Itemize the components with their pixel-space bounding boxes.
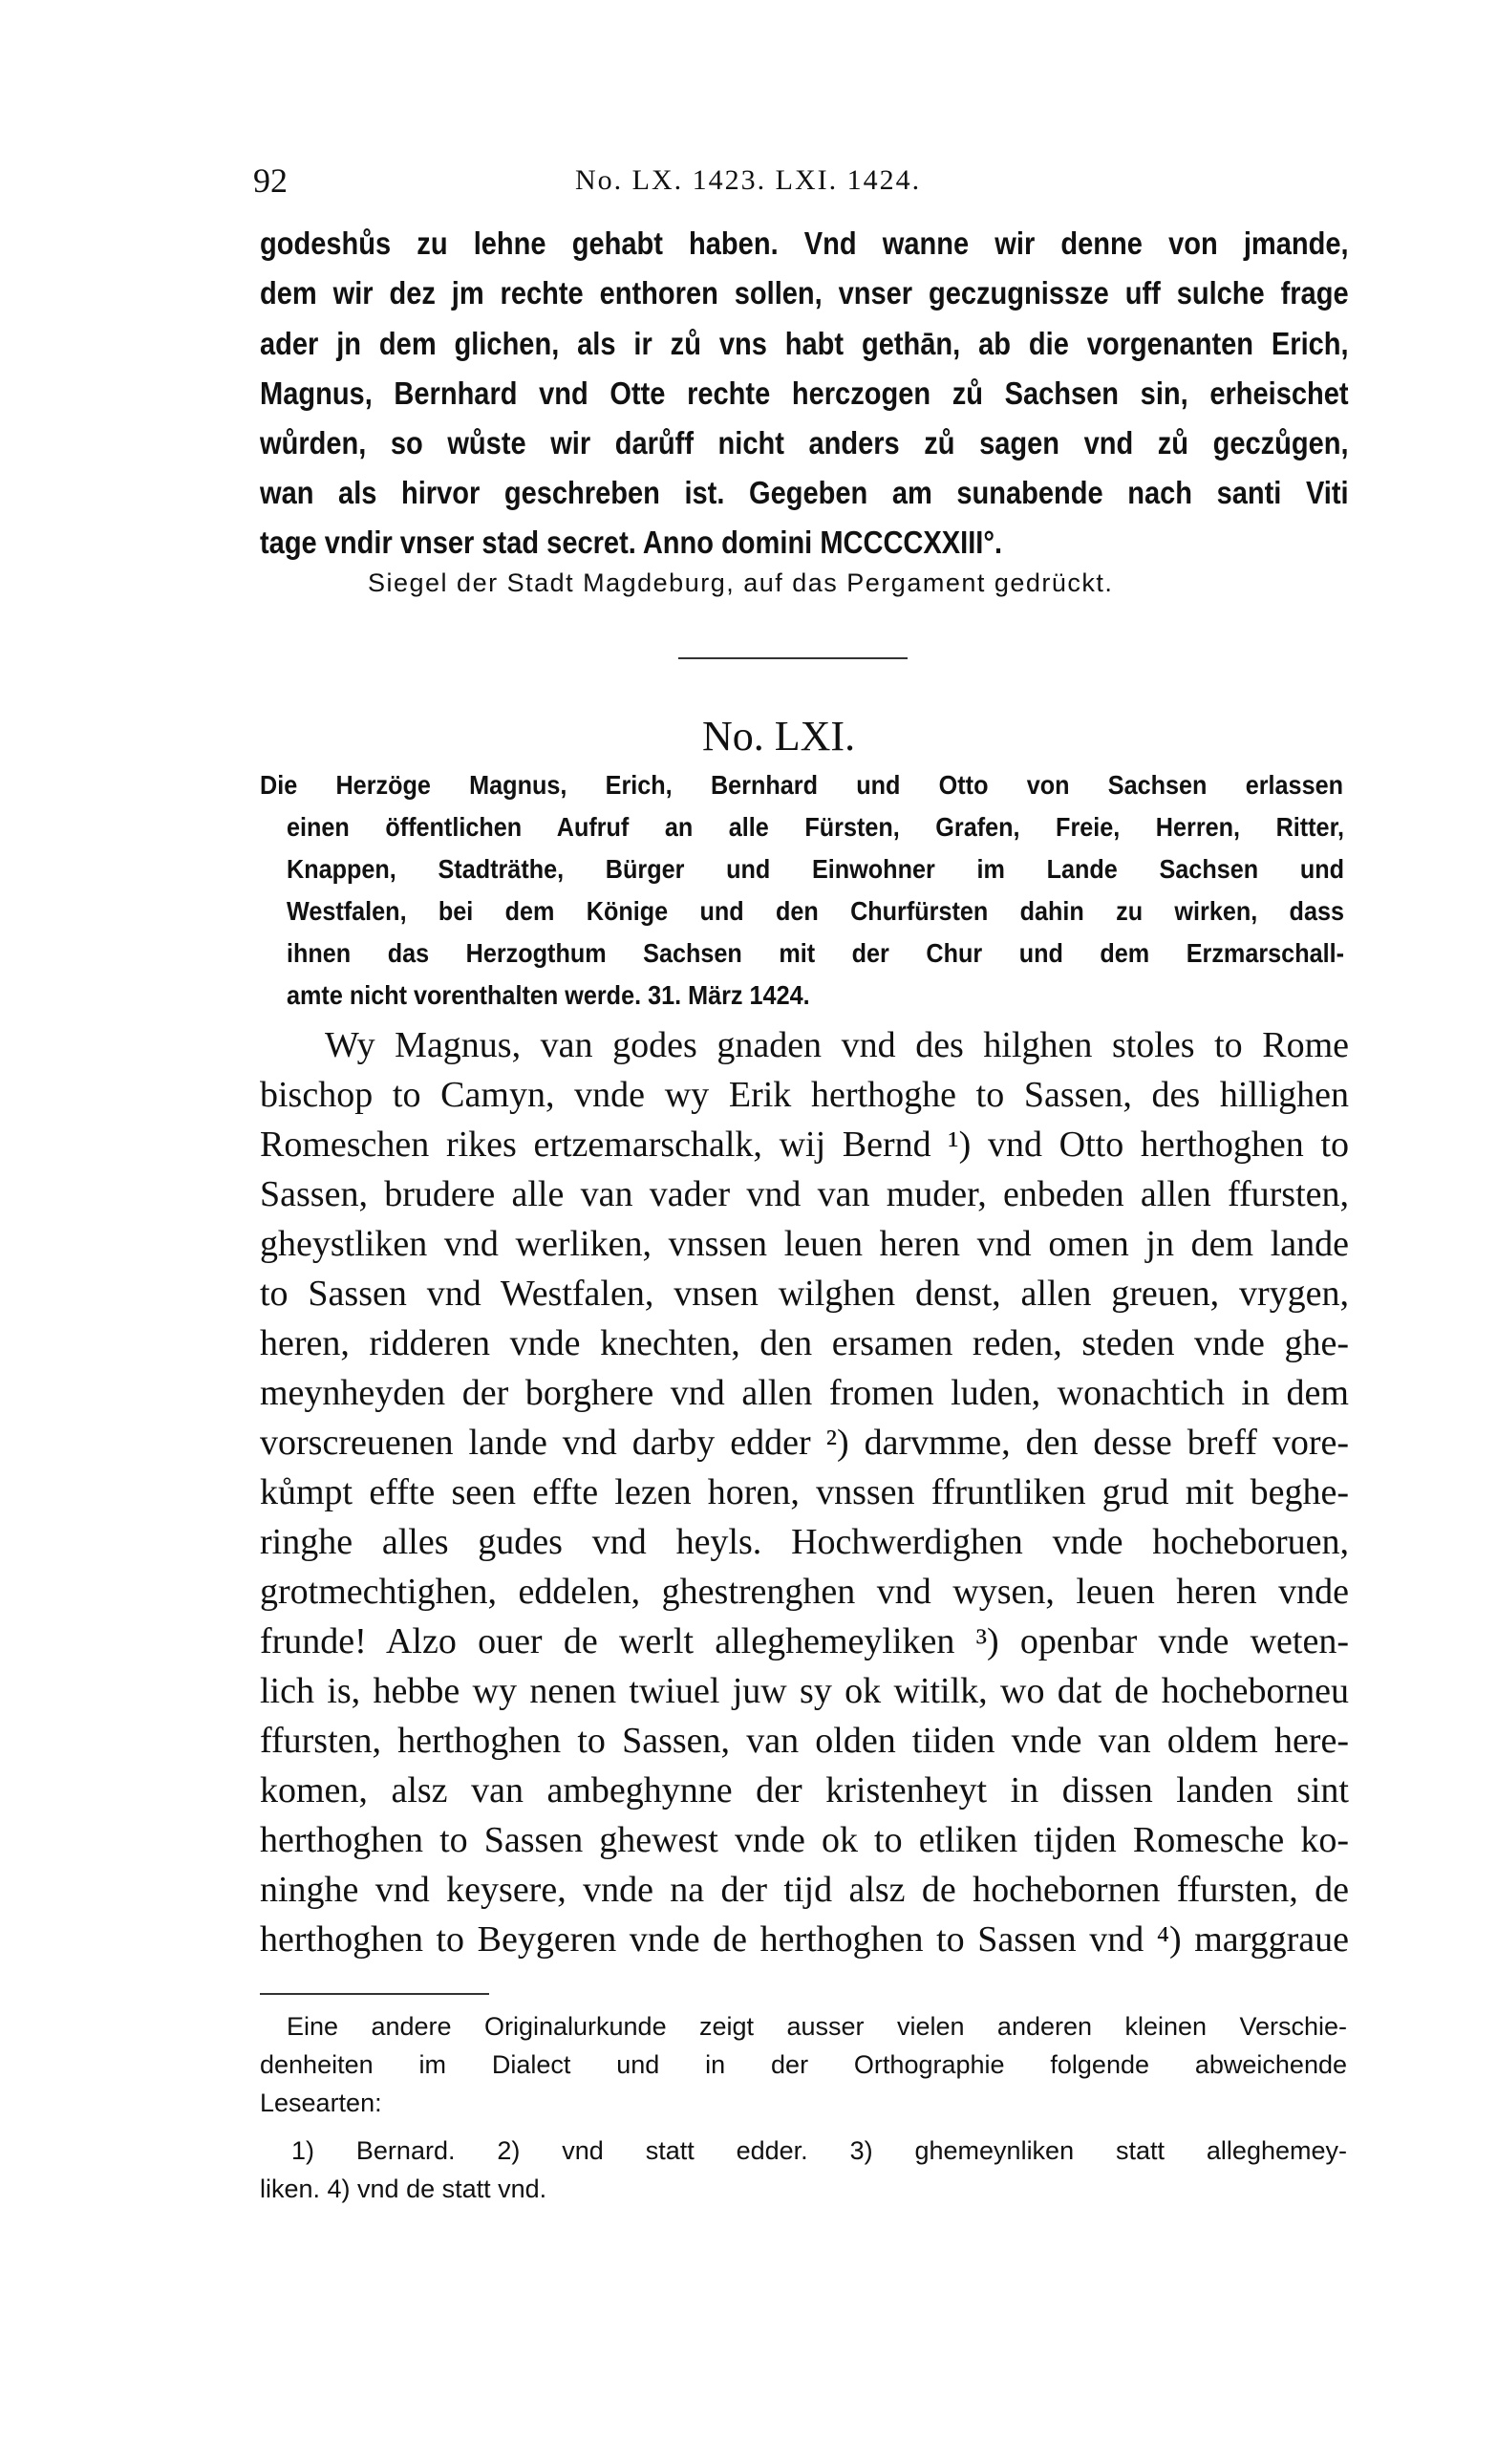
body-line: to Sassen vnd Westfalen, vnsen wilghen denst, allen greuen, vrygen,	[260, 1274, 1349, 1314]
body-line: herthoghen to Beygeren vnde de herthoghen to Sassen vnd ⁴) marggraue	[260, 1919, 1349, 1960]
regest-line: einen öffentlichen Aufruf an alle Fürsten, Grafen, Freie, Herren, Ritter,	[287, 812, 1344, 842]
body-line: ninghe vnd keysere, vnde na der tijd alsz de hochebornen ffursten, de	[260, 1870, 1349, 1910]
text-line: Magnus, Bernhard vnd Otte rechte herczogen zů Sachsen sin, erheischet	[260, 375, 1349, 411]
footnote-variant-line: liken. 4) vnd de statt vnd.	[260, 2175, 547, 2203]
body-line: meynheyden der borghere vnd allen fromen luden, wonachtich in dem	[260, 1373, 1349, 1413]
body-line: Romeschen rikes ertzemarschalk, wij Bernd ¹) vnd Otto herthoghen to	[260, 1125, 1349, 1165]
footnote-line: Eine andere Originalurkunde zeigt ausser vielen anderen kleinen Verschie-	[287, 2012, 1347, 2041]
document-number: No. LXI.	[702, 713, 856, 760]
footnote-variant-line: 1) Bernard. 2) vnd statt edder. 3) ghemeynliken statt alleghemey-	[291, 2136, 1347, 2165]
body-line: grotmechtighen, eddelen, ghestrenghen vnd wysen, leuen heren vnde	[260, 1572, 1349, 1612]
body-line: lich is, hebbe wy nenen twiuel juw sy ok witilk, wo dat de hocheborneu	[260, 1671, 1349, 1711]
body-line: herthoghen to Sassen ghewest vnde ok to etliken tijden Romesche ko-	[260, 1820, 1349, 1860]
section-divider	[678, 657, 908, 659]
body-line: heren, ridderen vnde knechten, den ersamen reden, steden vnde ghe-	[260, 1323, 1349, 1363]
text-line: ader jn dem glichen, als ir zů vns habt gethān, ab die vorgenanten Erich,	[260, 326, 1349, 361]
body-line: Sassen, brudere alle van vader vnd van muder, enbeden allen ffursten,	[260, 1174, 1349, 1214]
footnote-rule	[260, 1993, 489, 1995]
body-line: ringhe alles gudes vnd heyls. Hochwerdighen vnde hocheboruen,	[260, 1522, 1349, 1562]
footnote-line: denheiten im Dialect und in der Orthographie folgende abweichende	[260, 2050, 1347, 2079]
body-line: frunde! Alzo ouer de werlt alleghemeyliken ³) openbar vnde weten-	[260, 1621, 1349, 1661]
text-line: wan als hirvor geschreben ist. Gegeben am sunabende nach santi Viti	[260, 475, 1349, 510]
body-line: bischop to Camyn, vnde wy Erik herthoghe to Sassen, des hillighen	[260, 1075, 1349, 1115]
body-line: komen, alsz van ambeghynne der kristenheyt in dissen landen sint	[260, 1770, 1349, 1811]
regest-line: Knappen, Stadträthe, Bürger und Einwohner im Lande Sachsen und	[287, 854, 1344, 884]
text-line: tage vndir vnser stad secret. Anno domini MCCCCXXIII°.	[260, 525, 1003, 560]
body-line: vorscreuenen lande vnd darby edder ²) darvmme, den desse breff vore-	[260, 1423, 1349, 1463]
body-line: Wy Magnus, van godes gnaden vnd des hilghen stoles to Rome	[325, 1025, 1349, 1065]
page-number: 92	[253, 161, 288, 200]
text-line: godeshůs zu lehne gehabt haben. Vnd wanne wir denne von jmande,	[260, 225, 1349, 261]
regest-line: Die Herzöge Magnus, Erich, Bernhard und Otto von Sachsen erlassen	[260, 770, 1343, 800]
regest-line: Westfalen, bei dem Könige und den Churfürsten dahin zu wirken, dass	[287, 896, 1344, 926]
body-line: gheystliken vnd werliken, vnssen leuen heren vnd omen jn dem lande	[260, 1224, 1349, 1264]
regest-line: amte nicht vorenthalten werde. 31. März 1424.	[287, 980, 810, 1010]
page-header	[253, 161, 1352, 204]
body-line: kůmpt effte seen effte lezen horen, vnssen ffruntliken grud mit beghe-	[260, 1472, 1349, 1512]
body-line: ffursten, herthoghen to Sassen, van olden tiiden vnde van oldem here-	[260, 1721, 1349, 1761]
running-head: No. LX. 1423. LXI. 1424.	[575, 164, 922, 196]
footnote-line: Lesearten:	[260, 2089, 382, 2117]
text-line: wůrden, so wůste wir darůff nicht anders zů sagen vnd zů geczůgen,	[260, 425, 1349, 461]
regest-line: ihnen das Herzogthum Sachsen mit der Chur und dem Erzmarschall-	[287, 938, 1344, 968]
seal-note: Siegel der Stadt Magdeburg, auf das Pergament gedrückt.	[368, 568, 1114, 597]
text-line: dem wir dez jm rechte enthoren sollen, vnser geczugnissze uff sulche frage	[260, 275, 1349, 311]
